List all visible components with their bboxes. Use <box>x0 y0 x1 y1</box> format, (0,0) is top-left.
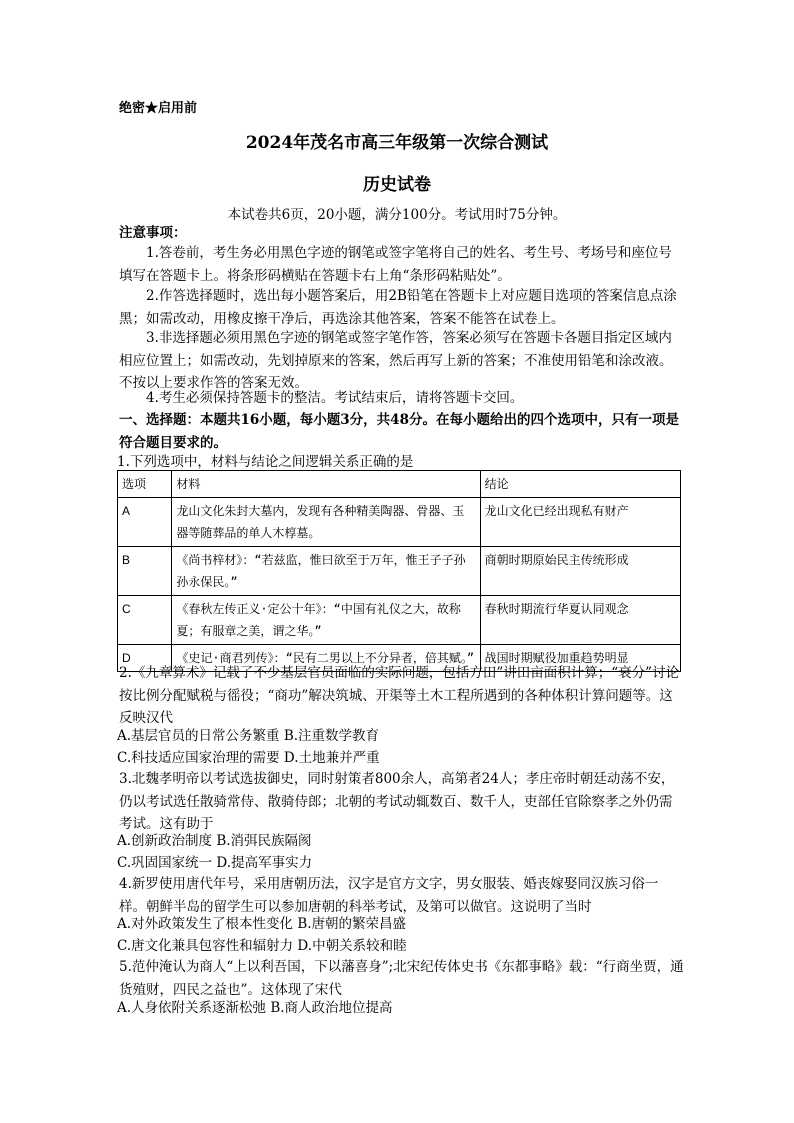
header-material: 材料 <box>172 471 480 498</box>
q5-stem: 5.范仲淹认为商人“上以利吾国，下以藩喜身”;北宋纪传体史书《东都事略》载：“行商坐贾，通货殖财，四民之益也”。这体现了宋代 <box>119 959 684 998</box>
q3-options-1: A.创新政治制度 B.消弭民族隔阂 <box>117 833 312 849</box>
table-header-row <box>118 471 681 498</box>
row-conclusion: 商朝时期原始民主传统形成 <box>480 547 680 596</box>
header-conclusion: 结论 <box>480 471 680 498</box>
q1-table <box>117 470 681 672</box>
note-item-4: 4.考生必须保持答题卡的整洁。考试结束后，请将答题卡交回。 <box>146 390 524 406</box>
row-option: C <box>118 596 172 645</box>
q4-options-1: A.对外政策发生了根本性变化 B.唐朝的繁荣昌盛 <box>117 916 407 932</box>
section-heading: 一、选择题：本题共16小题，每小题3分，共48分。在每小题给出的四个选项中，只有一项是符合题目要求的。 <box>119 412 679 451</box>
q1-stem: 1.下列选项中，材料与结论之间逻辑关系正确的是 <box>117 454 414 470</box>
notes-heading: 注意事项： <box>119 225 187 241</box>
q4-stem: 4.新罗使用唐代年号，采用唐朝历法，汉字是官方文字，男女服装、婚丧嫁娶同汉族习俗一样。朝鲜半岛的留学生可以参加唐朝的科举考试，及第可以做官。这说明了当时 <box>119 876 659 915</box>
row-option: A <box>118 498 172 547</box>
q5-options-1: A.人身依附关系逐渐松弛 B.商人政治地位提高 <box>117 1000 393 1016</box>
table-row <box>118 547 681 596</box>
exam-info: 本试卷共6页，20小题，满分100分。考试用时75分钟。 <box>227 207 567 223</box>
note-item-1: 1.答卷前，考生务必用黑色字迹的钢笔或签字笔将自己的姓名、考生号、考场号和座位号填写在答题卡上。将条形码横贴在答题卡右上角“条形码粘贴处”。 <box>119 245 672 284</box>
header-option: 选项 <box>118 471 172 498</box>
row-option: D <box>118 645 172 672</box>
q2-stem: 2.《九章算术》记载了不少基层官员面临的实际问题，包括方田”讲田亩面积计算；“衰分”讨论按比例分配赋税与徭役；“商功”解决筑城、开渠等土木工程所遇到的各种体积计算问题等。这反映汉代 <box>119 665 680 726</box>
note-item-3: 3.非选择题必须用黑色字迹的钢笔或签字笔作答，答案必须写在答题卡各题目指定区域内相应位置上；如需改动，先划掉原来的答案，然后再写上新的答案；不准使用铅笔和涂改液。不按以上要求作答的答案无效。 <box>119 330 673 391</box>
row-conclusion: 龙山文化已经出现私有财产 <box>480 498 680 547</box>
row-material: 《尚书梓材》：“若兹监，惟曰欲至于万年，惟王子子孙孙永保民。” <box>172 547 480 596</box>
row-conclusion: 春秋时期流行华夏认同观念 <box>480 596 680 645</box>
q3-options-2: C.巩固国家统一 D.提高军事实力 <box>117 855 313 871</box>
row-material: 龙山文化朱封大墓内，发现有各种精美陶器、骨器、玉器等随葬品的单人木椁墓。 <box>172 498 480 547</box>
table-row <box>118 596 681 645</box>
q2-options-1: A.基层官员的日常公务繁重 B.注重数学教育 <box>117 728 380 744</box>
q4-options-2: C.唐文化兼具包容性和辐射力 D.中朝关系较和睦 <box>117 938 407 954</box>
table-row <box>118 498 681 547</box>
row-option: B <box>118 547 172 596</box>
q2-options-2: C.科技适应国家治理的需要 D.土地兼并严重 <box>117 750 380 766</box>
q3-stem: 3.北魏孝明帝以考试选拔御史，同时射策者800余人，高第者24人；孝庄帝时朝廷动荡不安，仍以考试选任散骑常侍、散骑侍郎；北朝的考试动辄数百、数千人，吏部任官除察孝之外仍需考试。这有助于 <box>119 771 675 832</box>
row-material: 《春秋左传正义·定公十年》：“中国有礼仪之大，故称夏；有服章之美，谓之华。” <box>172 596 480 645</box>
note-item-2: 2.作答选择题时，选出每小题答案后，用2B铅笔在答题卡上对应题目选项的答案信息点涂黑；如需改动，用橡皮擦干净后，再选涂其他答案，答案不能答在试卷上。 <box>119 288 677 327</box>
page-title: 2024年茂名市高三年级第一次综合测试 <box>245 133 549 153</box>
row-conclusion: 战国时期赋役加重趋势明显 <box>480 645 680 672</box>
page-subtitle: 历史试卷 <box>363 175 431 195</box>
row-material: 《史记·商君列传》：“民有二男以上不分异者，倍其赋。” <box>172 645 480 672</box>
confidential-label: 绝密★启用前 <box>119 101 198 116</box>
